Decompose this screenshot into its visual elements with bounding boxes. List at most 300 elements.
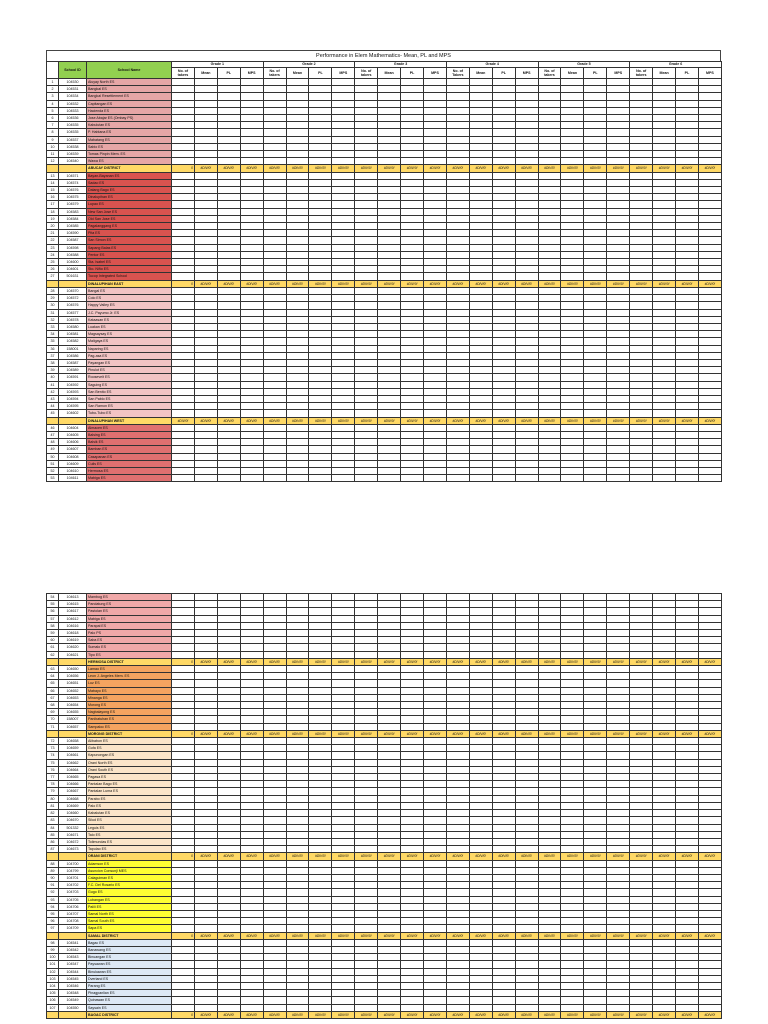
data-cell[interactable] <box>561 874 584 881</box>
data-cell[interactable] <box>698 910 721 917</box>
data-cell[interactable] <box>217 287 240 294</box>
data-cell[interactable] <box>469 795 492 802</box>
data-cell[interactable] <box>217 215 240 222</box>
data-cell[interactable] <box>309 374 332 381</box>
data-cell[interactable] <box>515 79 538 86</box>
data-cell[interactable] <box>469 946 492 953</box>
data-cell[interactable] <box>446 889 469 896</box>
data-cell[interactable] <box>194 273 217 280</box>
data-cell[interactable] <box>378 439 401 446</box>
data-cell[interactable] <box>469 136 492 143</box>
data-cell[interactable] <box>446 766 469 773</box>
data-cell[interactable] <box>355 738 378 745</box>
data-cell[interactable] <box>653 961 676 968</box>
data-cell[interactable] <box>332 702 355 709</box>
data-cell[interactable] <box>584 738 607 745</box>
data-cell[interactable] <box>217 309 240 316</box>
data-cell[interactable] <box>469 410 492 417</box>
data-cell[interactable] <box>263 467 286 474</box>
data-cell[interactable] <box>446 352 469 359</box>
data-cell[interactable] <box>240 601 263 608</box>
data-cell[interactable] <box>515 752 538 759</box>
data-cell[interactable] <box>355 410 378 417</box>
data-cell[interactable] <box>423 874 446 881</box>
data-cell[interactable] <box>469 702 492 709</box>
data-cell[interactable] <box>675 946 698 953</box>
data-cell[interactable] <box>378 403 401 410</box>
data-cell[interactable] <box>607 201 630 208</box>
data-cell[interactable] <box>332 352 355 359</box>
data-cell[interactable] <box>309 838 332 845</box>
data-cell[interactable] <box>607 93 630 100</box>
data-cell[interactable] <box>607 403 630 410</box>
data-cell[interactable] <box>538 475 561 482</box>
data-cell[interactable] <box>286 158 309 165</box>
data-cell[interactable] <box>401 788 424 795</box>
data-cell[interactable] <box>355 889 378 896</box>
data-cell[interactable] <box>446 100 469 107</box>
data-cell[interactable] <box>172 403 195 410</box>
data-cell[interactable] <box>309 860 332 867</box>
data-cell[interactable] <box>286 766 309 773</box>
data-cell[interactable] <box>378 925 401 932</box>
data-cell[interactable] <box>469 367 492 374</box>
data-cell[interactable] <box>286 273 309 280</box>
data-cell[interactable] <box>584 694 607 701</box>
data-cell[interactable] <box>653 201 676 208</box>
data-cell[interactable] <box>653 838 676 845</box>
data-cell[interactable] <box>607 475 630 482</box>
data-cell[interactable] <box>172 295 195 302</box>
data-cell[interactable] <box>355 896 378 903</box>
data-cell[interactable] <box>332 151 355 158</box>
data-cell[interactable] <box>378 752 401 759</box>
data-cell[interactable] <box>492 918 515 925</box>
data-cell[interactable] <box>676 107 699 114</box>
data-cell[interactable] <box>630 874 653 881</box>
data-cell[interactable] <box>538 997 561 1004</box>
data-cell[interactable] <box>630 630 653 637</box>
data-cell[interactable] <box>653 896 676 903</box>
data-cell[interactable] <box>653 129 676 136</box>
data-cell[interactable] <box>675 918 698 925</box>
data-cell[interactable] <box>698 410 721 417</box>
data-cell[interactable] <box>217 738 240 745</box>
data-cell[interactable] <box>492 266 515 273</box>
data-cell[interactable] <box>332 295 355 302</box>
data-cell[interactable] <box>332 673 355 680</box>
data-cell[interactable] <box>538 961 561 968</box>
data-cell[interactable] <box>584 208 607 215</box>
data-cell[interactable] <box>286 630 309 637</box>
data-cell[interactable] <box>698 630 721 637</box>
data-cell[interactable] <box>515 774 538 781</box>
data-cell[interactable] <box>698 86 721 93</box>
data-cell[interactable] <box>538 738 561 745</box>
data-cell[interactable] <box>469 918 492 925</box>
data-cell[interactable] <box>286 673 309 680</box>
data-cell[interactable] <box>561 338 584 345</box>
data-cell[interactable] <box>423 781 446 788</box>
data-cell[interactable] <box>561 666 584 673</box>
data-cell[interactable] <box>515 439 538 446</box>
data-cell[interactable] <box>607 939 630 946</box>
data-cell[interactable] <box>423 723 446 730</box>
data-cell[interactable] <box>309 143 332 150</box>
data-cell[interactable] <box>515 673 538 680</box>
data-cell[interactable] <box>584 367 607 374</box>
data-cell[interactable] <box>355 802 378 809</box>
data-cell[interactable] <box>194 237 217 244</box>
data-cell[interactable] <box>492 309 515 316</box>
data-cell[interactable] <box>676 215 699 222</box>
data-cell[interactable] <box>355 867 378 874</box>
data-cell[interactable] <box>492 910 515 917</box>
data-cell[interactable] <box>194 680 217 687</box>
data-cell[interactable] <box>492 431 515 438</box>
data-cell[interactable] <box>630 287 653 294</box>
data-cell[interactable] <box>172 374 195 381</box>
data-cell[interactable] <box>263 903 286 910</box>
data-cell[interactable] <box>309 460 332 467</box>
data-cell[interactable] <box>172 651 195 658</box>
data-cell[interactable] <box>538 446 561 453</box>
data-cell[interactable] <box>423 745 446 752</box>
data-cell[interactable] <box>538 172 561 179</box>
data-cell[interactable] <box>355 129 378 136</box>
data-cell[interactable] <box>240 846 263 853</box>
data-cell[interactable] <box>423 831 446 838</box>
data-cell[interactable] <box>446 158 469 165</box>
data-cell[interactable] <box>698 594 721 601</box>
data-cell[interactable] <box>698 374 721 381</box>
data-cell[interactable] <box>355 608 378 615</box>
data-cell[interactable] <box>355 345 378 352</box>
data-cell[interactable] <box>172 997 195 1004</box>
data-cell[interactable] <box>378 968 401 975</box>
data-cell[interactable] <box>309 601 332 608</box>
data-cell[interactable] <box>469 975 492 982</box>
data-cell[interactable] <box>332 874 355 881</box>
data-cell[interactable] <box>423 601 446 608</box>
data-cell[interactable] <box>538 79 561 86</box>
data-cell[interactable] <box>309 997 332 1004</box>
data-cell[interactable] <box>584 954 607 961</box>
data-cell[interactable] <box>538 86 561 93</box>
data-cell[interactable] <box>538 237 561 244</box>
data-cell[interactable] <box>492 651 515 658</box>
data-cell[interactable] <box>561 129 584 136</box>
data-cell[interactable] <box>515 954 538 961</box>
data-cell[interactable] <box>401 694 424 701</box>
data-cell[interactable] <box>653 982 676 989</box>
data-cell[interactable] <box>286 215 309 222</box>
data-cell[interactable] <box>240 788 263 795</box>
data-cell[interactable] <box>263 158 286 165</box>
data-cell[interactable] <box>492 367 515 374</box>
data-cell[interactable] <box>469 709 492 716</box>
data-cell[interactable] <box>286 424 309 431</box>
data-cell[interactable] <box>607 460 630 467</box>
data-cell[interactable] <box>561 694 584 701</box>
data-cell[interactable] <box>217 759 240 766</box>
data-cell[interactable] <box>698 273 721 280</box>
data-cell[interactable] <box>332 795 355 802</box>
data-cell[interactable] <box>653 687 676 694</box>
data-cell[interactable] <box>469 115 492 122</box>
data-cell[interactable] <box>263 968 286 975</box>
data-cell[interactable] <box>469 766 492 773</box>
data-cell[interactable] <box>263 215 286 222</box>
data-cell[interactable] <box>538 302 561 309</box>
data-cell[interactable] <box>469 874 492 881</box>
data-cell[interactable] <box>675 615 698 622</box>
data-cell[interactable] <box>630 136 653 143</box>
data-cell[interactable] <box>584 802 607 809</box>
data-cell[interactable] <box>355 158 378 165</box>
data-cell[interactable] <box>653 244 676 251</box>
data-cell[interactable] <box>286 129 309 136</box>
data-cell[interactable] <box>561 637 584 644</box>
data-cell[interactable] <box>423 694 446 701</box>
data-cell[interactable] <box>286 1004 309 1011</box>
data-cell[interactable] <box>378 774 401 781</box>
data-cell[interactable] <box>424 367 447 374</box>
data-cell[interactable] <box>263 273 286 280</box>
data-cell[interactable] <box>469 637 492 644</box>
data-cell[interactable] <box>584 630 607 637</box>
data-cell[interactable] <box>401 295 424 302</box>
data-cell[interactable] <box>401 716 424 723</box>
data-cell[interactable] <box>698 237 721 244</box>
data-cell[interactable] <box>217 259 240 266</box>
data-cell[interactable] <box>446 680 469 687</box>
data-cell[interactable] <box>217 903 240 910</box>
data-cell[interactable] <box>263 637 286 644</box>
data-cell[interactable] <box>515 381 538 388</box>
data-cell[interactable] <box>240 694 263 701</box>
data-cell[interactable] <box>378 982 401 989</box>
data-cell[interactable] <box>355 1004 378 1011</box>
data-cell[interactable] <box>309 630 332 637</box>
data-cell[interactable] <box>194 723 217 730</box>
data-cell[interactable] <box>401 817 424 824</box>
data-cell[interactable] <box>561 788 584 795</box>
data-cell[interactable] <box>263 374 286 381</box>
data-cell[interactable] <box>698 939 721 946</box>
data-cell[interactable] <box>469 201 492 208</box>
data-cell[interactable] <box>424 460 447 467</box>
data-cell[interactable] <box>355 774 378 781</box>
data-cell[interactable] <box>194 287 217 294</box>
data-cell[interactable] <box>309 925 332 932</box>
data-cell[interactable] <box>584 975 607 982</box>
data-cell[interactable] <box>401 424 424 431</box>
data-cell[interactable] <box>240 961 263 968</box>
data-cell[interactable] <box>469 388 492 395</box>
data-cell[interactable] <box>653 367 676 374</box>
data-cell[interactable] <box>630 115 653 122</box>
data-cell[interactable] <box>172 630 195 637</box>
data-cell[interactable] <box>332 759 355 766</box>
data-cell[interactable] <box>309 208 332 215</box>
data-cell[interactable] <box>538 230 561 237</box>
data-cell[interactable] <box>698 345 721 352</box>
data-cell[interactable] <box>469 187 492 194</box>
data-cell[interactable] <box>630 738 653 745</box>
data-cell[interactable] <box>332 287 355 294</box>
data-cell[interactable] <box>698 266 721 273</box>
data-cell[interactable] <box>240 338 263 345</box>
data-cell[interactable] <box>378 215 401 222</box>
data-cell[interactable] <box>263 889 286 896</box>
data-cell[interactable] <box>172 802 195 809</box>
data-cell[interactable] <box>240 990 263 997</box>
data-cell[interactable] <box>172 136 195 143</box>
data-cell[interactable] <box>607 431 630 438</box>
data-cell[interactable] <box>263 251 286 258</box>
data-cell[interactable] <box>561 687 584 694</box>
data-cell[interactable] <box>401 601 424 608</box>
data-cell[interactable] <box>263 309 286 316</box>
data-cell[interactable] <box>538 644 561 651</box>
data-cell[interactable] <box>263 223 286 230</box>
data-cell[interactable] <box>194 910 217 917</box>
data-cell[interactable] <box>469 143 492 150</box>
data-cell[interactable] <box>263 687 286 694</box>
data-cell[interactable] <box>378 345 401 352</box>
data-cell[interactable] <box>217 889 240 896</box>
data-cell[interactable] <box>492 601 515 608</box>
data-cell[interactable] <box>401 194 424 201</box>
data-cell[interactable] <box>355 302 378 309</box>
data-cell[interactable] <box>378 359 401 366</box>
data-cell[interactable] <box>653 622 676 629</box>
data-cell[interactable] <box>561 615 584 622</box>
data-cell[interactable] <box>676 223 699 230</box>
data-cell[interactable] <box>263 107 286 114</box>
data-cell[interactable] <box>515 666 538 673</box>
data-cell[interactable] <box>675 766 698 773</box>
data-cell[interactable] <box>446 810 469 817</box>
data-cell[interactable] <box>653 179 676 186</box>
data-cell[interactable] <box>240 702 263 709</box>
data-cell[interactable] <box>584 259 607 266</box>
data-cell[interactable] <box>194 107 217 114</box>
data-cell[interactable] <box>446 781 469 788</box>
data-cell[interactable] <box>309 673 332 680</box>
data-cell[interactable] <box>675 882 698 889</box>
data-cell[interactable] <box>584 968 607 975</box>
data-cell[interactable] <box>584 759 607 766</box>
data-cell[interactable] <box>561 622 584 629</box>
data-cell[interactable] <box>217 136 240 143</box>
data-cell[interactable] <box>240 122 263 129</box>
data-cell[interactable] <box>401 810 424 817</box>
data-cell[interactable] <box>446 302 469 309</box>
data-cell[interactable] <box>217 331 240 338</box>
data-cell[interactable] <box>355 172 378 179</box>
data-cell[interactable] <box>286 644 309 651</box>
data-cell[interactable] <box>446 903 469 910</box>
data-cell[interactable] <box>240 795 263 802</box>
data-cell[interactable] <box>172 172 195 179</box>
data-cell[interactable] <box>423 810 446 817</box>
data-cell[interactable] <box>263 439 286 446</box>
data-cell[interactable] <box>240 910 263 917</box>
data-cell[interactable] <box>446 946 469 953</box>
data-cell[interactable] <box>217 709 240 716</box>
data-cell[interactable] <box>332 637 355 644</box>
data-cell[interactable] <box>286 817 309 824</box>
data-cell[interactable] <box>355 680 378 687</box>
data-cell[interactable] <box>675 939 698 946</box>
data-cell[interactable] <box>423 615 446 622</box>
data-cell[interactable] <box>378 100 401 107</box>
data-cell[interactable] <box>469 608 492 615</box>
data-cell[interactable] <box>355 781 378 788</box>
data-cell[interactable] <box>194 323 217 330</box>
data-cell[interactable] <box>240 359 263 366</box>
data-cell[interactable] <box>194 223 217 230</box>
data-cell[interactable] <box>676 446 699 453</box>
data-cell[interactable] <box>286 716 309 723</box>
data-cell[interactable] <box>286 287 309 294</box>
data-cell[interactable] <box>217 961 240 968</box>
data-cell[interactable] <box>607 352 630 359</box>
data-cell[interactable] <box>378 910 401 917</box>
data-cell[interactable] <box>469 615 492 622</box>
data-cell[interactable] <box>424 237 447 244</box>
data-cell[interactable] <box>446 316 469 323</box>
data-cell[interactable] <box>469 910 492 917</box>
data-cell[interactable] <box>515 903 538 910</box>
data-cell[interactable] <box>607 651 630 658</box>
data-cell[interactable] <box>698 381 721 388</box>
data-cell[interactable] <box>561 367 584 374</box>
data-cell[interactable] <box>194 208 217 215</box>
data-cell[interactable] <box>309 338 332 345</box>
data-cell[interactable] <box>263 925 286 932</box>
data-cell[interactable] <box>698 968 721 975</box>
data-cell[interactable] <box>561 309 584 316</box>
data-cell[interactable] <box>446 259 469 266</box>
data-cell[interactable] <box>561 702 584 709</box>
data-cell[interactable] <box>446 129 469 136</box>
data-cell[interactable] <box>515 795 538 802</box>
data-cell[interactable] <box>194 136 217 143</box>
data-cell[interactable] <box>401 889 424 896</box>
data-cell[interactable] <box>194 151 217 158</box>
data-cell[interactable] <box>355 287 378 294</box>
data-cell[interactable] <box>561 259 584 266</box>
data-cell[interactable] <box>401 86 424 93</box>
data-cell[interactable] <box>286 975 309 982</box>
data-cell[interactable] <box>561 158 584 165</box>
data-cell[interactable] <box>676 439 699 446</box>
data-cell[interactable] <box>515 601 538 608</box>
data-cell[interactable] <box>607 367 630 374</box>
data-cell[interactable] <box>469 594 492 601</box>
data-cell[interactable] <box>653 1004 676 1011</box>
data-cell[interactable] <box>492 795 515 802</box>
data-cell[interactable] <box>240 709 263 716</box>
data-cell[interactable] <box>332 594 355 601</box>
data-cell[interactable] <box>515 295 538 302</box>
data-cell[interactable] <box>172 338 195 345</box>
data-cell[interactable] <box>515 230 538 237</box>
data-cell[interactable] <box>286 151 309 158</box>
